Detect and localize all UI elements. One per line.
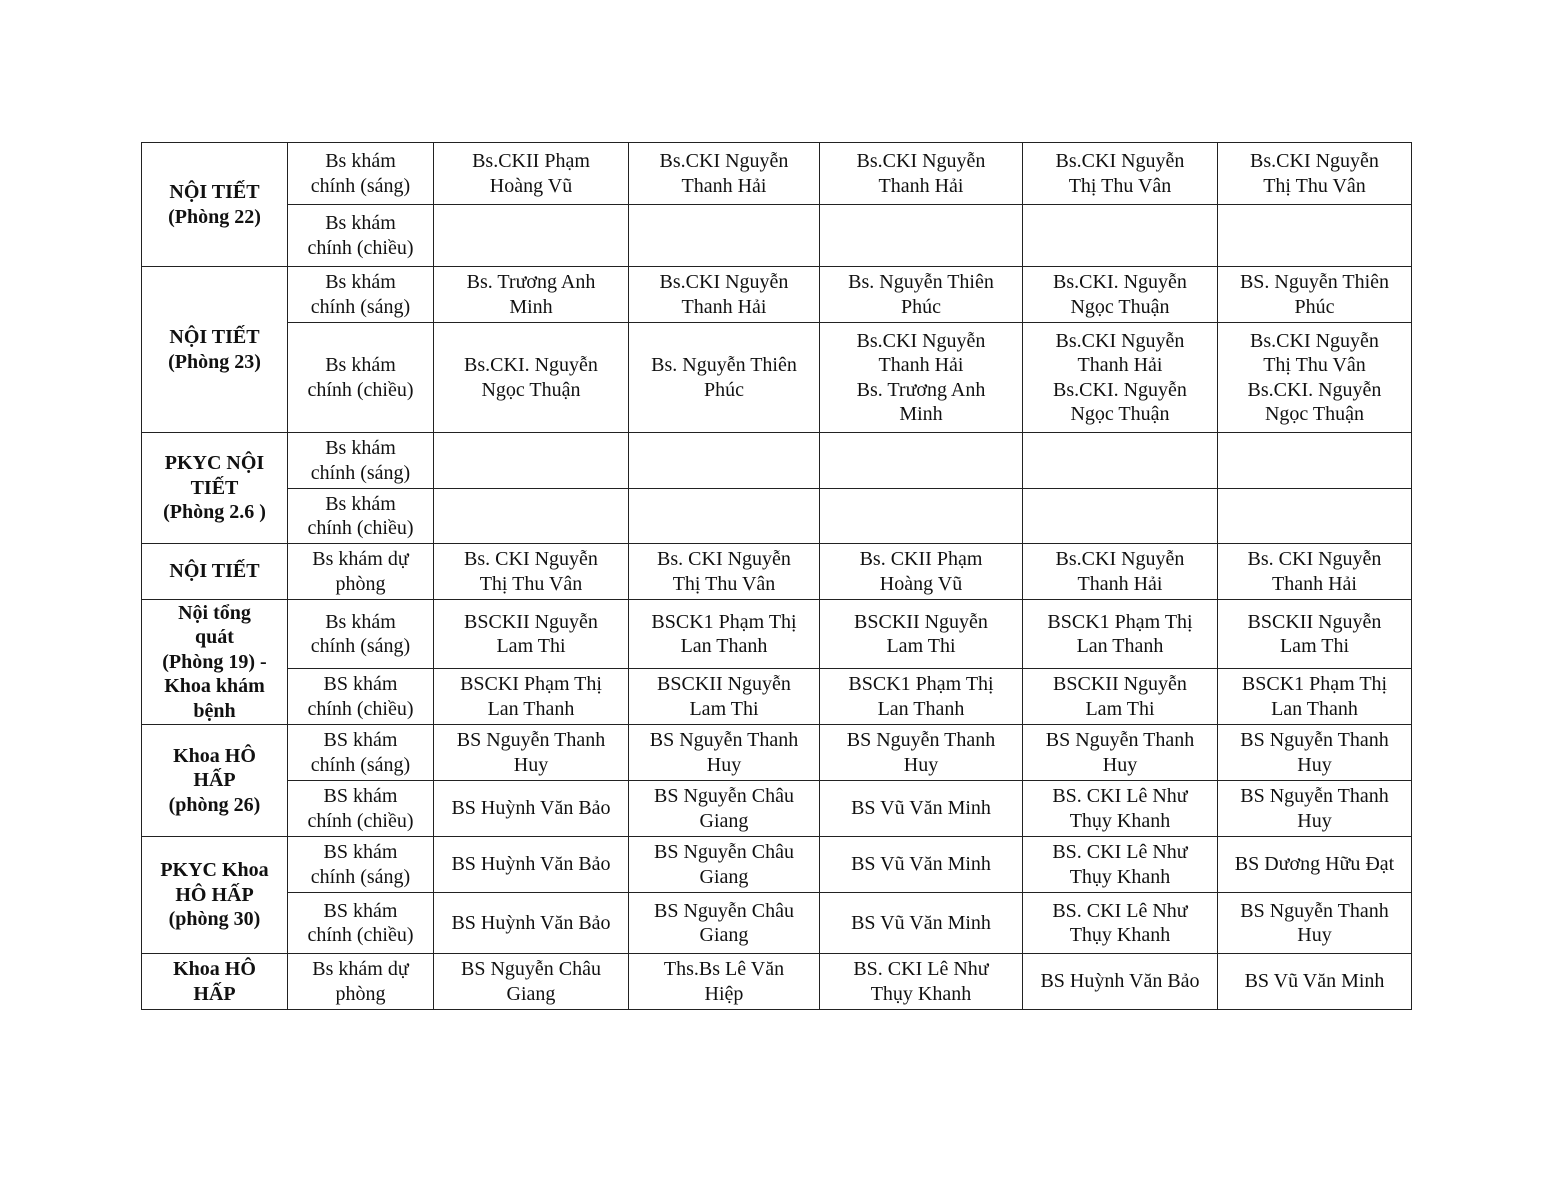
cell-line: Thanh Hải bbox=[878, 354, 964, 376]
cell-line: BS khám bbox=[323, 729, 398, 751]
cell-line: Lan Thanh bbox=[680, 635, 768, 657]
doctor-cell bbox=[434, 205, 629, 267]
role-cell bbox=[288, 143, 434, 205]
department-cell bbox=[142, 600, 288, 725]
doctor-cell bbox=[1218, 205, 1412, 267]
cell-line: Lam Thi bbox=[1279, 635, 1350, 657]
cell-line: Huy bbox=[1297, 753, 1332, 776]
doctor-cell bbox=[820, 205, 1023, 267]
cell-line: Khoa HÔ bbox=[173, 958, 256, 980]
cell-line: Thị Thu Vân bbox=[672, 572, 776, 595]
cell-line: BS Nguyễn Châu bbox=[461, 958, 601, 980]
cell-line: BS Nguyễn Thanh bbox=[846, 729, 996, 751]
department-cell bbox=[142, 143, 288, 267]
cell-line: BS Nguyễn Thanh bbox=[649, 729, 799, 751]
doctor-cell bbox=[629, 267, 820, 323]
cell-line: Giang bbox=[506, 982, 556, 1005]
doctor-cell bbox=[434, 143, 629, 205]
cell-line: BS Nguyễn Châu bbox=[654, 785, 794, 807]
cell-line: Phúc bbox=[704, 378, 744, 401]
cell-line: chính (chiều) bbox=[307, 924, 414, 946]
cell-line: Thụy Khanh bbox=[1069, 924, 1171, 946]
cell-line: Ngọc Thuận bbox=[1070, 295, 1170, 318]
role-cell bbox=[288, 544, 434, 600]
cell-line: BS Nguyễn Thanh bbox=[456, 729, 606, 751]
cell-line: HẤP bbox=[193, 769, 236, 792]
doctor-cell bbox=[434, 544, 629, 600]
doctor-cell bbox=[629, 781, 820, 837]
cell-line: Bs.CKI. Nguyễn bbox=[1053, 378, 1187, 401]
cell-line: Phúc bbox=[901, 295, 941, 318]
department-cell bbox=[142, 433, 288, 544]
cell-line: chính (sáng) bbox=[310, 865, 411, 888]
table-row bbox=[142, 323, 1412, 433]
cell-line: BS khám bbox=[323, 899, 398, 922]
cell-line: Bs khám dự bbox=[312, 958, 409, 980]
cell-line: Thụy Khanh bbox=[870, 982, 972, 1005]
cell-line: Thanh Hải bbox=[1272, 572, 1357, 595]
doctor-cell bbox=[820, 544, 1023, 600]
cell-line: quát bbox=[195, 626, 234, 649]
doctor-cell bbox=[820, 837, 1023, 893]
doctor-cell bbox=[434, 725, 629, 781]
cell-line: Bs khám dự bbox=[312, 548, 409, 570]
cell-line: Thanh Hải bbox=[1077, 572, 1163, 595]
doctor-cell bbox=[434, 267, 629, 323]
cell-line: HẤP bbox=[193, 982, 236, 1005]
doctor-cell bbox=[1218, 954, 1412, 1010]
cell-line: Thụy Khanh bbox=[1069, 865, 1171, 888]
cell-line: Minh bbox=[899, 403, 943, 425]
cell-line: BS. CKI Lê Như bbox=[1052, 785, 1188, 807]
cell-line: Bs. CKI Nguyễn bbox=[464, 548, 598, 570]
cell-line: TIẾT bbox=[190, 476, 239, 499]
doctor-cell bbox=[820, 669, 1023, 725]
cell-line: BS Nguyễn Châu bbox=[654, 899, 794, 922]
department-cell bbox=[142, 267, 288, 433]
doctor-cell bbox=[1023, 893, 1218, 954]
doctor-cell bbox=[820, 600, 1023, 669]
cell-line: Bs.CKI. Nguyễn bbox=[1053, 271, 1187, 293]
cell-line: Thanh Hải bbox=[681, 174, 767, 197]
cell-line: BS khám bbox=[323, 841, 398, 863]
doctor-cell bbox=[1218, 267, 1412, 323]
cell-line: PKYC Khoa bbox=[160, 859, 269, 882]
cell-line: Bs.CKII Phạm bbox=[472, 150, 590, 172]
doctor-cell bbox=[1218, 544, 1412, 600]
cell-line: Ngọc Thuận bbox=[1070, 403, 1170, 425]
cell-line: (phòng 30) bbox=[168, 908, 261, 931]
table-row bbox=[142, 544, 1412, 600]
doctor-cell bbox=[1023, 205, 1218, 267]
role-cell bbox=[288, 893, 434, 954]
cell-line: chính (chiều) bbox=[307, 809, 414, 832]
cell-line: (Phòng 23) bbox=[168, 350, 261, 373]
doctor-cell bbox=[1218, 600, 1412, 669]
cell-line: BS. Nguyễn Thiên bbox=[1239, 271, 1390, 293]
cell-line: HÔ HẤP bbox=[175, 883, 254, 906]
cell-line: chính (sáng) bbox=[310, 461, 411, 484]
cell-line: Giang bbox=[699, 865, 749, 888]
doctor-cell bbox=[629, 837, 820, 893]
cell-line: BS. CKI Lê Như bbox=[1052, 841, 1188, 863]
cell-line: Giang bbox=[699, 924, 749, 946]
cell-line: Huy bbox=[1297, 809, 1332, 832]
cell-line: NỘI TIẾT bbox=[169, 181, 260, 203]
cell-line: Huy bbox=[706, 753, 742, 776]
role-cell bbox=[288, 267, 434, 323]
cell-line: Hiệp bbox=[704, 982, 744, 1005]
cell-line: Lan Thanh bbox=[1076, 635, 1164, 657]
doctor-cell bbox=[1023, 544, 1218, 600]
cell-line: Lan Thanh bbox=[487, 697, 575, 720]
doctor-cell bbox=[820, 433, 1023, 489]
doctor-cell bbox=[1023, 837, 1218, 893]
cell-line: Thanh Hải bbox=[681, 295, 767, 318]
cell-line: BS Huỳnh Văn Bảo bbox=[451, 853, 611, 876]
doctor-cell bbox=[1023, 267, 1218, 323]
cell-line: BSCK1 Phạm Thị bbox=[1241, 673, 1388, 695]
doctor-cell bbox=[1218, 725, 1412, 781]
doctor-cell bbox=[629, 544, 820, 600]
cell-line: Lan Thanh bbox=[1271, 697, 1358, 720]
cell-line: BS Vũ Văn Minh bbox=[851, 911, 991, 934]
doctor-cell bbox=[1023, 433, 1218, 489]
doctor-cell bbox=[820, 781, 1023, 837]
cell-line: chính (chiều) bbox=[307, 236, 414, 259]
cell-line: Bs.CKI Nguyễn bbox=[1055, 548, 1185, 570]
department-cell bbox=[142, 954, 288, 1010]
cell-line: Lam Thi bbox=[886, 635, 956, 657]
doctor-cell bbox=[1023, 781, 1218, 837]
table-row bbox=[142, 837, 1412, 893]
role-cell bbox=[288, 725, 434, 781]
cell-line: chính (sáng) bbox=[310, 174, 411, 197]
doctor-cell bbox=[629, 893, 820, 954]
cell-line: BS Vũ Văn Minh bbox=[851, 853, 991, 876]
cell-line: BS khám bbox=[323, 673, 398, 695]
role-cell bbox=[288, 781, 434, 837]
cell-line: (Phòng 19) - bbox=[162, 650, 267, 673]
duty-schedule-table bbox=[141, 142, 1412, 1010]
cell-line: Huy bbox=[903, 753, 939, 776]
doctor-cell bbox=[629, 600, 820, 669]
cell-line: Bs khám bbox=[325, 271, 396, 293]
doctor-cell bbox=[1218, 781, 1412, 837]
cell-line: Thị Thu Vân bbox=[1263, 354, 1366, 376]
doctor-cell bbox=[1023, 600, 1218, 669]
cell-line: Bs.CKI Nguyễn bbox=[659, 271, 789, 293]
cell-line: phòng bbox=[335, 982, 386, 1005]
doctor-cell bbox=[434, 433, 629, 489]
schedule-body bbox=[142, 143, 1412, 1010]
cell-line: chính (sáng) bbox=[310, 753, 411, 776]
cell-line: BS Nguyễn Thanh bbox=[1240, 899, 1389, 922]
doctor-cell bbox=[434, 781, 629, 837]
cell-line: Thanh Hải bbox=[1077, 354, 1163, 376]
cell-line: BS Huỳnh Văn Bảo bbox=[451, 797, 611, 820]
table-row bbox=[142, 489, 1412, 544]
cell-line: Ths.Bs Lê Văn bbox=[663, 958, 785, 980]
cell-line: Thị Thu Vân bbox=[479, 572, 583, 595]
doctor-cell bbox=[629, 205, 820, 267]
doctor-cell bbox=[629, 725, 820, 781]
doctor-cell bbox=[820, 143, 1023, 205]
cell-line: Ngọc Thuận bbox=[1264, 403, 1365, 425]
table-row bbox=[142, 205, 1412, 267]
table-row bbox=[142, 725, 1412, 781]
cell-line: BSCKII Nguyễn bbox=[657, 673, 791, 695]
cell-line: chính (chiều) bbox=[307, 378, 414, 401]
department-cell bbox=[142, 837, 288, 954]
cell-line: Lam Thi bbox=[689, 697, 759, 720]
role-cell bbox=[288, 837, 434, 893]
table-row bbox=[142, 143, 1412, 205]
doctor-cell bbox=[434, 669, 629, 725]
cell-line: Bs.CKI Nguyễn bbox=[856, 329, 986, 352]
doctor-cell bbox=[434, 893, 629, 954]
doctor-cell bbox=[1218, 433, 1412, 489]
cell-line: Bs khám bbox=[325, 150, 396, 172]
doctor-cell bbox=[1218, 893, 1412, 954]
doctor-cell bbox=[1218, 669, 1412, 725]
doctor-cell bbox=[1023, 669, 1218, 725]
role-cell bbox=[288, 954, 434, 1010]
doctor-cell bbox=[820, 323, 1023, 433]
cell-line: PKYC NỘI bbox=[164, 452, 265, 475]
cell-line: BS. CKI Lê Như bbox=[853, 958, 989, 980]
role-cell bbox=[288, 489, 434, 544]
cell-line: bệnh bbox=[193, 699, 236, 722]
cell-line: Giang bbox=[699, 809, 749, 832]
role-cell bbox=[288, 205, 434, 267]
cell-line: Bs.CKI. Nguyễn bbox=[1247, 378, 1382, 401]
cell-line: (Phòng 22) bbox=[168, 205, 261, 228]
cell-line: Bs. Nguyễn Thiên bbox=[848, 271, 994, 293]
cell-line: Lam Thi bbox=[496, 635, 566, 657]
department-cell bbox=[142, 544, 288, 600]
cell-line: Hoàng Vũ bbox=[879, 572, 963, 595]
cell-line: Khoa khám bbox=[164, 675, 265, 698]
cell-line: Hoàng Vũ bbox=[489, 174, 573, 197]
cell-line: phòng bbox=[335, 572, 386, 595]
cell-line: Bs. CKII Phạm bbox=[859, 548, 983, 570]
cell-line: BSCKI Phạm Thị bbox=[460, 673, 602, 695]
cell-line: chính (sáng) bbox=[310, 295, 411, 318]
doctor-cell bbox=[1218, 323, 1412, 433]
doctor-cell bbox=[820, 267, 1023, 323]
doctor-cell bbox=[820, 893, 1023, 954]
table-row bbox=[142, 433, 1412, 489]
doctor-cell bbox=[1218, 489, 1412, 544]
cell-line: BS Nguyễn Thanh bbox=[1240, 729, 1389, 751]
cell-line: (phòng 26) bbox=[168, 793, 261, 816]
doctor-cell bbox=[434, 954, 629, 1010]
department-cell bbox=[142, 725, 288, 837]
doctor-cell bbox=[629, 669, 820, 725]
cell-line: BS Nguyễn Thanh bbox=[1045, 729, 1195, 751]
doctor-cell bbox=[1023, 143, 1218, 205]
cell-line: Bs khám bbox=[325, 354, 396, 376]
cell-line: Bs. Trương Anh bbox=[856, 378, 986, 401]
cell-line: chính (chiều) bbox=[307, 697, 414, 720]
cell-line: Bs.CKI Nguyễn bbox=[1055, 150, 1185, 172]
doctor-cell bbox=[1218, 837, 1412, 893]
cell-line: BS Nguyễn Châu bbox=[654, 841, 794, 863]
cell-line: Bs. CKI Nguyễn bbox=[1247, 548, 1382, 570]
cell-line: BS Huỳnh Văn Bảo bbox=[1040, 970, 1200, 993]
cell-line: BSCK1 Phạm Thị bbox=[848, 673, 994, 695]
cell-line: Bs. Nguyễn Thiên bbox=[651, 354, 797, 376]
cell-line: Phúc bbox=[1294, 295, 1335, 318]
doctor-cell bbox=[1023, 954, 1218, 1010]
table-row bbox=[142, 954, 1412, 1010]
doctor-cell bbox=[1023, 489, 1218, 544]
table-row bbox=[142, 669, 1412, 725]
cell-line: Bs.CKI Nguyễn bbox=[659, 150, 789, 172]
cell-line: Bs. CKI Nguyễn bbox=[657, 548, 791, 570]
doctor-cell bbox=[434, 489, 629, 544]
doctor-cell bbox=[1023, 323, 1218, 433]
cell-line: Thị Thu Vân bbox=[1068, 174, 1172, 197]
cell-line: Bs khám bbox=[325, 212, 396, 234]
cell-line: BSCKII Nguyễn bbox=[1247, 610, 1382, 633]
cell-line: BS Dương Hữu Đạt bbox=[1234, 853, 1395, 876]
cell-line: Huy bbox=[513, 753, 549, 776]
cell-line: BS khám bbox=[323, 785, 398, 807]
doctor-cell bbox=[1218, 143, 1412, 205]
doctor-cell bbox=[629, 323, 820, 433]
cell-line: BSCKII Nguyễn bbox=[464, 610, 598, 633]
cell-line: Nội tổng bbox=[178, 601, 251, 624]
doctor-cell bbox=[820, 725, 1023, 781]
cell-line: Bs.CKI. Nguyễn bbox=[464, 354, 598, 376]
cell-line: BS Vũ Văn Minh bbox=[851, 797, 991, 820]
role-cell bbox=[288, 323, 434, 433]
doctor-cell bbox=[434, 837, 629, 893]
cell-line: BS Vũ Văn Minh bbox=[1244, 970, 1385, 993]
table-row bbox=[142, 893, 1412, 954]
doctor-cell bbox=[1023, 725, 1218, 781]
cell-line: Ngọc Thuận bbox=[481, 378, 581, 401]
role-cell bbox=[288, 600, 434, 669]
cell-line: BSCK1 Phạm Thị bbox=[651, 610, 797, 633]
cell-line: NỘI TIẾT bbox=[169, 560, 260, 583]
cell-line: Bs khám bbox=[325, 492, 396, 515]
cell-line: Thanh Hải bbox=[878, 174, 964, 197]
cell-line: chính (chiều) bbox=[307, 517, 414, 539]
cell-line: Bs.CKI Nguyễn bbox=[1250, 150, 1379, 172]
cell-line: Bs.CKI Nguyễn bbox=[856, 150, 986, 172]
cell-line: Huy bbox=[1297, 924, 1332, 946]
cell-line: Lam Thi bbox=[1085, 697, 1155, 720]
table-row bbox=[142, 781, 1412, 837]
cell-line: BS Huỳnh Văn Bảo bbox=[451, 911, 611, 934]
doctor-cell bbox=[629, 489, 820, 544]
cell-line: Bs.CKI Nguyễn bbox=[1055, 329, 1185, 352]
doctor-cell bbox=[629, 954, 820, 1010]
cell-line: Lan Thanh bbox=[877, 697, 965, 720]
cell-line: BS. CKI Lê Như bbox=[1052, 899, 1188, 922]
doctor-cell bbox=[820, 489, 1023, 544]
cell-line: BS Nguyễn Thanh bbox=[1240, 785, 1389, 807]
table-row bbox=[142, 600, 1412, 669]
role-cell bbox=[288, 433, 434, 489]
cell-line: Bs khám bbox=[325, 437, 396, 459]
table-row bbox=[142, 267, 1412, 323]
role-cell bbox=[288, 669, 434, 725]
cell-line: BSCKII Nguyễn bbox=[1053, 673, 1187, 695]
cell-line: NỘI TIẾT bbox=[169, 326, 260, 348]
doctor-cell bbox=[434, 600, 629, 669]
doctor-cell bbox=[820, 954, 1023, 1010]
cell-line: Thụy Khanh bbox=[1069, 809, 1171, 832]
cell-line: Bs. Trương Anh bbox=[466, 271, 596, 293]
cell-line: Huy bbox=[1102, 753, 1138, 776]
cell-line: chính (sáng) bbox=[310, 635, 411, 657]
doctor-cell bbox=[629, 433, 820, 489]
doctor-cell bbox=[434, 323, 629, 433]
cell-line: Bs.CKI Nguyễn bbox=[1250, 329, 1379, 352]
cell-line: BSCK1 Phạm Thị bbox=[1047, 610, 1193, 633]
doctor-cell bbox=[629, 143, 820, 205]
cell-line: Thị Thu Vân bbox=[1263, 174, 1366, 197]
cell-line: Bs khám bbox=[325, 610, 396, 633]
cell-line: (Phòng 2.6 ) bbox=[163, 501, 266, 524]
cell-line: Khoa HÔ bbox=[173, 744, 256, 767]
cell-line: BSCKII Nguyễn bbox=[854, 610, 988, 633]
cell-line: Minh bbox=[509, 295, 553, 318]
